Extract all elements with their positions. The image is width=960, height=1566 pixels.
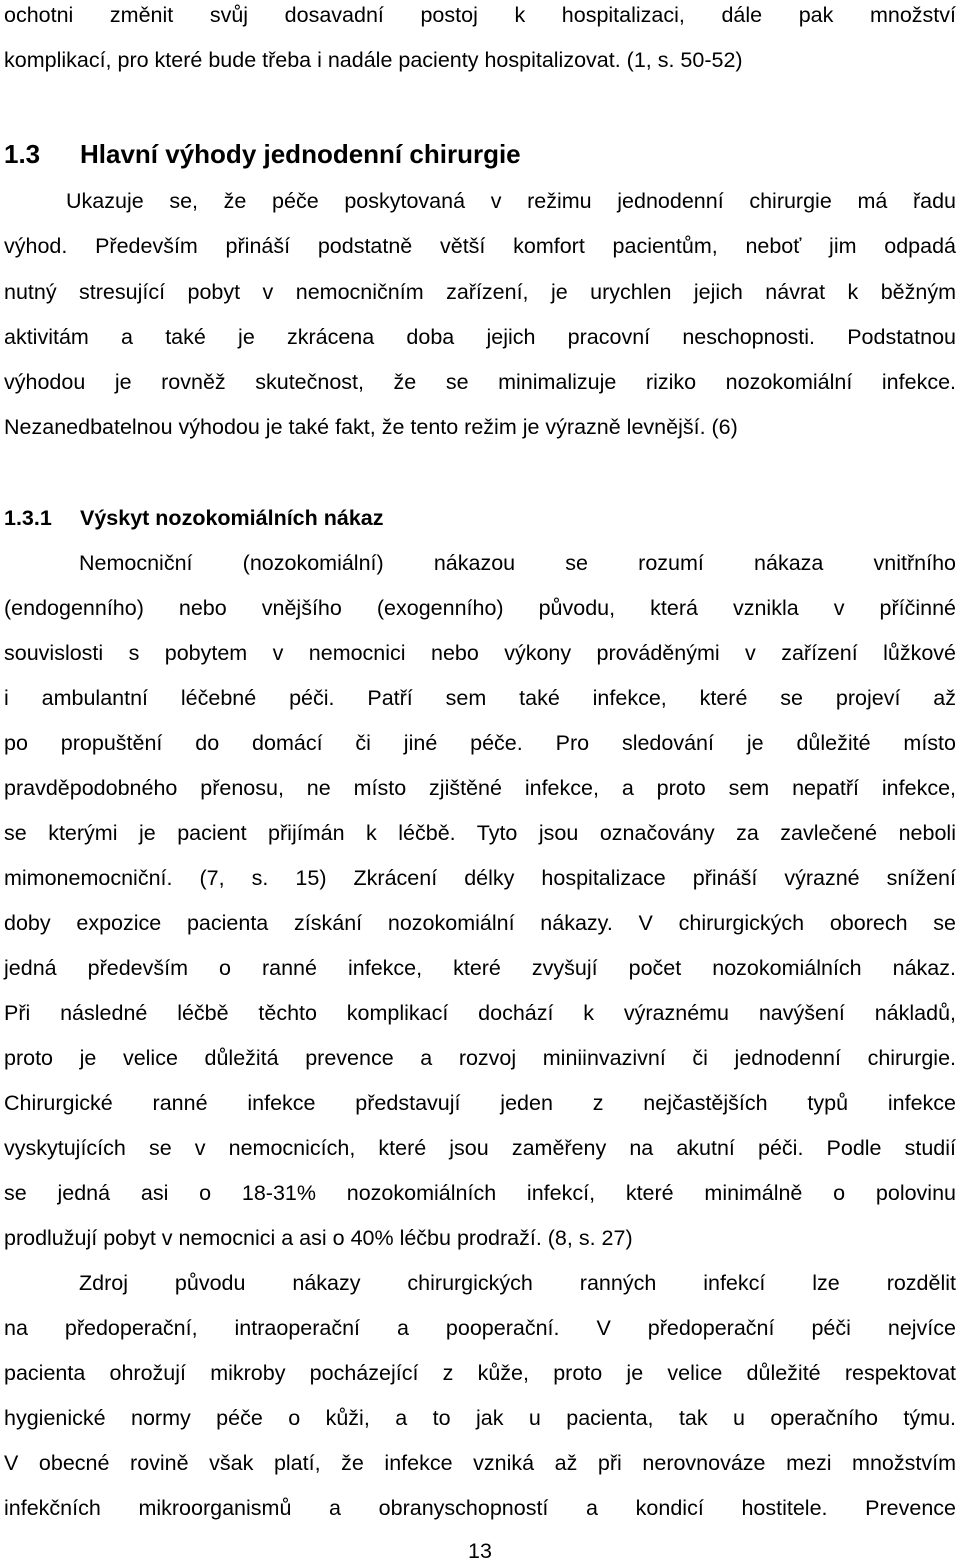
paragraph-first-line: Nemocniční (nozokomiální) nákazou se rozumí nákaza vnitřního — [79, 551, 956, 575]
body-text-line: nutný stresující pobyt v nemocničním zařízení, je urychlen jejich návrat k běžným — [4, 280, 956, 304]
body-text-line: Při následné léčbě těchto komplikací dochází k výraznému navýšení nákladů, — [4, 1001, 956, 1025]
body-text-line: po propuštění do domácí či jiné péče. Pro sledování je důležité místo — [4, 731, 956, 755]
body-text-line: se jedná asi o 18-31% nozokomiálních infekcí, které minimálně o polovinu — [4, 1181, 956, 1205]
paragraph-first-line: Ukazuje se, že péče poskytovaná v režimu jednodenní chirurgie má řadu — [66, 189, 956, 213]
body-text-line: pravděpodobného přenosu, ne místo zjištěné infekce, a proto sem nepatří infekce, — [4, 776, 956, 800]
body-text-line: pacienta ohrožují mikroby pocházející z kůže, proto je velice důležité respektovat — [4, 1361, 956, 1385]
body-text-line: infekčních mikroorganismů a obranyschopností a kondicí hostitele. Prevence — [4, 1496, 956, 1520]
body-text-line: hygienické normy péče o kůži, a to jak u pacienta, tak u operačního týmu. — [4, 1406, 956, 1430]
body-text-line: proto je velice důležitá prevence a rozvoj miniinvazivní či jednodenní chirurgie. — [4, 1046, 956, 1070]
body-text-line: Chirurgické ranné infekce představují jeden z nejčastějších typů infekce — [4, 1091, 956, 1115]
section-title: Hlavní výhody jednodenní chirurgie — [80, 139, 521, 169]
body-text-line: i ambulantní léčebné péči. Patří sem také infekce, které se projeví až — [4, 686, 956, 710]
body-text-line: souvislosti s pobytem v nemocnici nebo výkony prováděnými v zařízení lůžkové — [4, 641, 956, 665]
subsection-number: 1.3.1 — [4, 506, 52, 530]
section-number: 1.3 — [4, 139, 41, 169]
body-text-line: V obecné rovině však platí, že infekce vzniká až při nerovnováze mezi množstvím — [4, 1451, 956, 1475]
body-text-line: výhodou je rovněž skutečnost, že se minimalizuje riziko nozokomiální infekce. — [4, 370, 956, 394]
body-text-line: mimonemocniční. (7, s. 15) Zkrácení délky hospitalizace přináší výrazné snížení — [4, 866, 956, 890]
body-text-line: Nezanedbatelnou výhodou je také fakt, že tento režim je výrazně levnější. (6) — [4, 415, 738, 439]
subsection-heading — [4, 503, 956, 533]
body-text-line: na předoperační, intraoperační a pooperační. V předoperační péči nejvíce — [4, 1316, 956, 1340]
body-text-line: komplikací, pro které bude třeba i nadále pacienty hospitalizovat. (1, s. 50-52) — [4, 48, 743, 72]
body-text-line: výhod. Především přináší podstatně větší komfort pacientům, neboť jim odpadá — [4, 234, 956, 258]
body-text-line: prodlužují pobyt v nemocnici a asi o 40% léčbu prodraží. (8, s. 27) — [4, 1226, 633, 1250]
body-text-line: aktivitám a také je zkrácena doba jejich pracovní neschopnosti. Podstatnou — [4, 325, 956, 349]
body-text-line: se kterými je pacient přijímán k léčbě. Tyto jsou označovány za zavlečené neboli — [4, 821, 956, 845]
subsection-title: Výskyt nozokomiálních nákaz — [80, 506, 384, 530]
body-text-line: jedná především o ranné infekce, které zvyšují počet nozokomiálních nákaz. — [4, 956, 956, 980]
body-text-line: ochotni změnit svůj dosavadní postoj k hospitalizaci, dále pak množství — [4, 3, 956, 27]
body-text-line: doby expozice pacienta získání nozokomiální nákazy. V chirurgických oborech se — [4, 911, 956, 935]
body-text-line: vyskytujících se v nemocnicích, které jsou zaměřeny na akutní péči. Podle studií — [4, 1136, 956, 1160]
section-heading — [4, 137, 956, 171]
paragraph-first-line: Zdroj původu nákazy chirurgických ranných infekcí lze rozdělit — [79, 1271, 956, 1295]
page-number: 13 — [468, 1539, 492, 1563]
body-text-line: (endogenního) nebo vnějšího (exogenního) původu, která vznikla v příčinné — [4, 596, 956, 620]
